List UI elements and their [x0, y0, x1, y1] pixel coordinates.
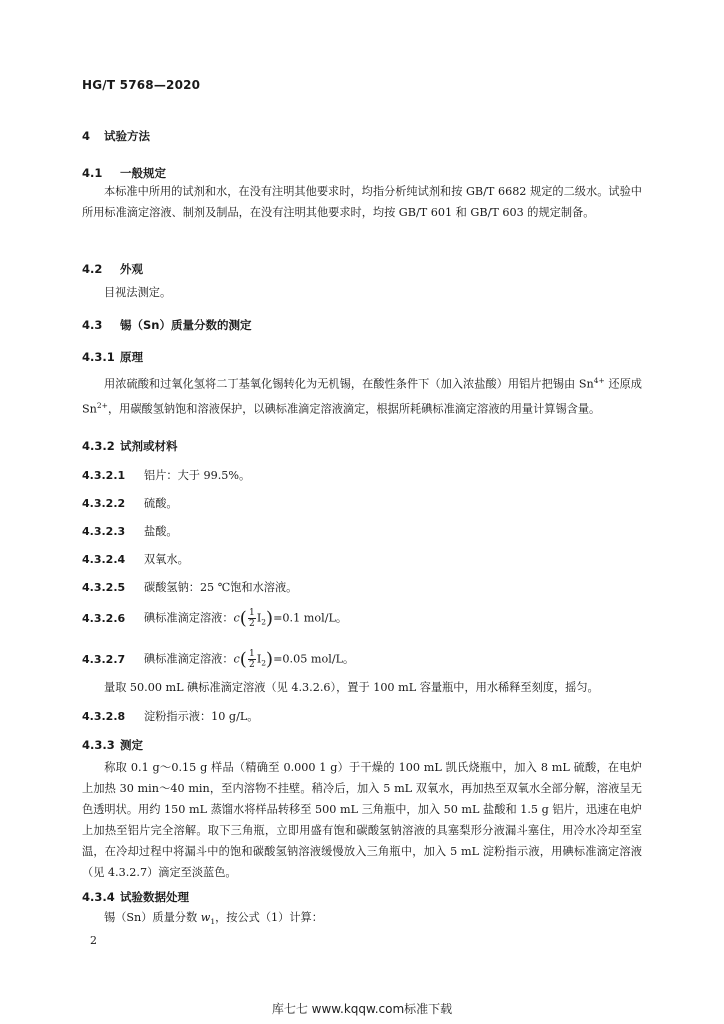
page-number: 2 — [90, 934, 97, 947]
section-4-1-text: 本标准中所用的试剂和水，在没有注明其他要求时，均指分析纯试剂和按 GB/T 6682 规定的二级水。试验中所用标准滴定溶液、制剂及制品，在没有注明其他要求时，均按 GB/T 601 和 GB/T 603 的规定制备。 — [82, 185, 642, 219]
item-4-3-2-4: 4.3.2.4 双氧水。 — [82, 553, 189, 566]
section-4-1-heading: 4.1 一般规定 — [82, 166, 166, 180]
item-4-3-2-7: 4.3.2.7 碘标准滴定溶液：c( $\frac{1}{2}$ $I_2)=0.05$ mol/L。 — [82, 649, 355, 670]
item-4-3-2-6: 4.3.2.6 碘标准滴定溶液：c( $\frac{1}{2}$ $I_2)=0.1$ mol/L。 — [82, 608, 348, 629]
item-4-3-2-5: 4.3.2.5 碳酸氢钠：25 ℃饱和水溶液。 — [82, 581, 298, 594]
item-4-3-2-7-text: 量取 50.00 mL 碘标准滴定溶液（见 4.3.2.6），置于 100 mL 容量瓶中，用水稀释至刻度，摇匀。 — [104, 681, 599, 694]
section-4-2-text: 目视法测定。 — [104, 286, 172, 299]
item-4-3-2-8: 4.3.2.8 淀粉指示液：10 g/L。 — [82, 710, 259, 723]
fraction: $\frac{1}{2}$ — [248, 649, 255, 670]
footer-watermark: 库七七 www.kqqw.com标准下载 — [271, 1002, 453, 1016]
section-4-3-1-text: 用浓硫酸和过氧化氢将二丁基氧化锡转化为无机锡，在酸性条件下（加入浓盐酸）用铝片把锡由 $Sn^{4+}$ 还原成 $Sn^{2+}$，用碳酸氢钠饱和溶液保护，以碘标准滴定溶液滴定，根据所耗碘标准滴定溶液的用量计算锡含量。 — [82, 376, 642, 416]
fraction: $\frac{1}{2}$ — [248, 608, 255, 629]
item-4-3-2-2: 4.3.2.2 硫酸。 — [82, 497, 178, 510]
section-4-3-4-heading: 4.3.4 试验数据处理 — [82, 890, 189, 904]
item-4-3-2-1: 4.3.2.1 铝片：大于 99.5%。 — [82, 469, 251, 482]
section-4-3-1-heading: 4.3.1 原理 — [82, 350, 143, 364]
item-4-3-2-3: 4.3.2.3 盐酸。 — [82, 525, 178, 538]
section-4-3-3-text: 称取 0.1 g～0.15 g 样品（精确至 0.000 1 g）于干燥的 100 mL 凯氏烧瓶中，加入 8 mL 硫酸，在电炉上加热 30 min～40 min，至内溶物不挂壁。稍冷后，加入 5 mL 双氧水，再加热至双氧水全部分解，溶液呈无色透明状。用约 150 mL 蒸馏水将样品转移至 500 mL 三角瓶中，加入 50 mL 盐酸和 1.5 g 铝片，迅速在电炉上加热至铝片完全溶解。取下三角瓶，立即用盛有饱和碳酸氢钠溶液的具塞梨形分液漏斗塞住，用冷水冷却至室温，在冷却过程中将漏斗中的饱和碳酸氢钠溶液缓慢放入三角瓶中，加入 5 mL 淀粉指示液，用碘标准滴定溶液（见 4.3.2.7）滴定至淡蓝色。 — [82, 761, 642, 879]
standard-id: HG/T 5768—2020 — [82, 78, 201, 92]
section-4-3-heading: 4.3 锡（Sn）质量分数的测定 — [82, 318, 252, 332]
section-4-2-heading: 4.2 外观 — [82, 262, 143, 276]
section-4-3-4-text: 锡（Sn）质量分数 $w_1$，按公式（1）计算： — [104, 911, 323, 927]
section-4-3-3-heading: 4.3.3 测定 — [82, 738, 143, 752]
section-4-heading: 4 试验方法 — [82, 129, 150, 143]
section-4-3-2-heading: 4.3.2 试剂或材料 — [82, 439, 178, 453]
